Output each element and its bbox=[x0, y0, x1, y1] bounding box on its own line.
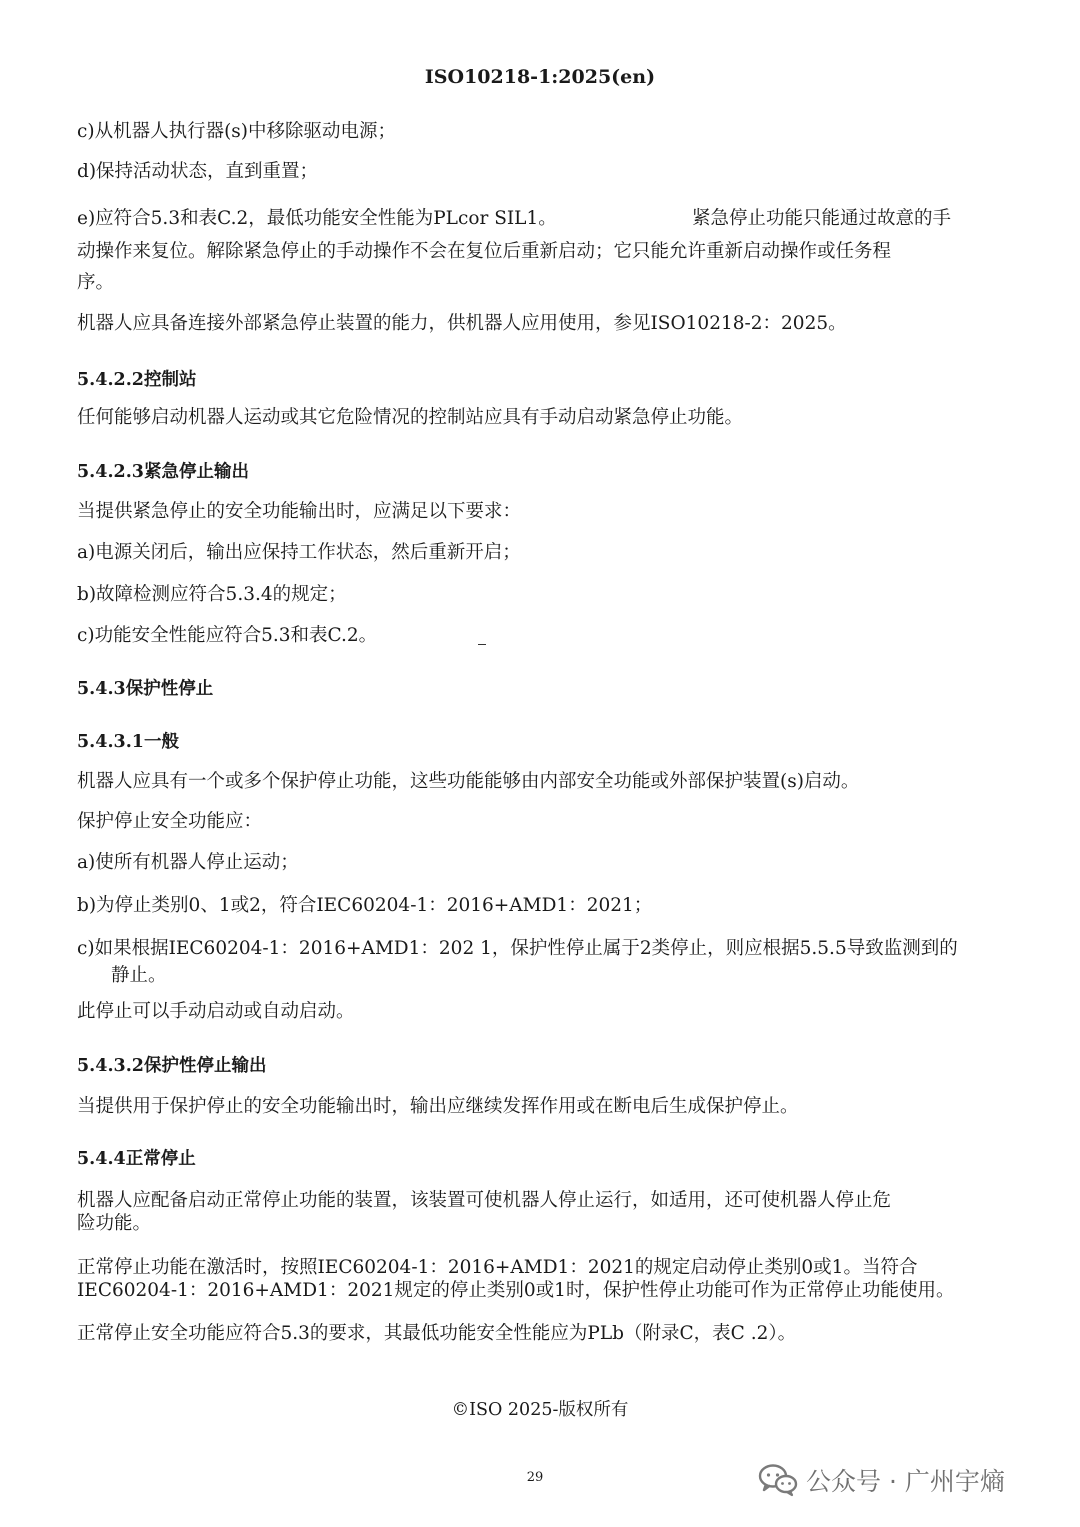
paragraph-line: 正常停止安全功能应符合5.3的要求，其最低功能安全性能应为PLb（附录C，表C .2）。 bbox=[77, 1323, 797, 1344]
section-heading: 5.4.2.2控制站 bbox=[77, 370, 197, 390]
watermark bbox=[758, 1462, 1005, 1498]
paragraph-line: 紧急停止功能只能通过故意的手 bbox=[692, 208, 952, 229]
paragraph-line: 此停止可以手动启动或自动启动。 bbox=[77, 1001, 355, 1022]
paragraph-line: 序。 bbox=[77, 272, 115, 293]
list-item-d: d)保持活动状态，直到重置； bbox=[77, 161, 319, 182]
paragraph-line: 任何能够启动机器人运动或其它危险情况的控制站应具有手动启动紧急停止功能。 bbox=[77, 407, 744, 428]
list-item-b: b)为停止类别0、1或2，符合IEC60204-1：2016+AMD1：2021； bbox=[77, 895, 653, 916]
section-heading: 5.4.3.2保护性停止输出 bbox=[77, 1056, 267, 1076]
copyright-footer: ©ISO 2025-版权所有 bbox=[451, 1400, 629, 1420]
document-title: ISO10218-1:2025(en) bbox=[424, 66, 656, 88]
list-item-a: a)使所有机器人停止运动； bbox=[77, 852, 299, 873]
paragraph-line: 险功能。 bbox=[77, 1213, 152, 1234]
page-number: 29 bbox=[526, 1470, 544, 1485]
paragraph-line: 正常停止功能在激活时，按照IEC60204-1：2016+AMD1：2021的规定启动停止类别0或1。当符合 bbox=[77, 1257, 918, 1278]
paragraph-line: 机器人应配备启动正常停止功能的装置，该装置可使机器人停止运行，如适用，还可使机器人停止危 bbox=[77, 1190, 892, 1211]
section-heading: 5.4.3保护性停止 bbox=[77, 679, 214, 699]
section-heading: 5.4.3.1一般 bbox=[77, 732, 179, 752]
list-item-c: c)功能安全性能应符合5.3和表C.2。 bbox=[77, 625, 378, 646]
paragraph-line: 机器人应具备连接外部紧急停止装置的能力，供机器人应用使用，参见ISO10218-2：2025。 bbox=[77, 313, 847, 334]
paragraph-line: 静止。 bbox=[111, 965, 167, 986]
section-heading: 5.4.4正常停止 bbox=[77, 1149, 196, 1169]
paragraph-line: 当提供用于保护停止的安全功能输出时，输出应继续发挥作用或在断电后生成保护停止。 bbox=[77, 1096, 799, 1117]
paragraph-line: IEC60204-1：2016+AMD1：2021规定的停止类别0或1时，保护性停止功能可作为正常停止功能使用。 bbox=[77, 1280, 955, 1301]
list-item-b: b)故障检测应符合5.3.4的规定； bbox=[77, 584, 347, 605]
list-item-a: a)电源关闭后，输出应保持工作状态，然后重新开启； bbox=[77, 542, 521, 563]
paragraph-line: 保护停止安全功能应： bbox=[77, 811, 263, 832]
paragraph-line: 当提供紧急停止的安全功能输出时，应满足以下要求： bbox=[77, 501, 522, 522]
stray-mark bbox=[478, 644, 486, 645]
section-heading: 5.4.2.3紧急停止输出 bbox=[77, 462, 249, 482]
list-item-e: e)应符合5.3和表C.2，最低功能安全性能为PLcor SIL1。 bbox=[77, 208, 557, 229]
paragraph-line: 动操作来复位。解除紧急停止的手动操作不会在复位后重新启动；它只能允许重新启动操作或任务程 bbox=[77, 241, 892, 262]
list-item-c: c)如果根据IEC60204-1：2016+AMD1：202 1，保护性停止属于2类停止，则应根据5.5.5导致监测到的 bbox=[77, 938, 958, 959]
watermark-text: 公众号 · 广州宇熵 bbox=[806, 1467, 1005, 1496]
wechat-icon bbox=[758, 1463, 798, 1497]
list-item-c: c)从机器人执行器(s)中移除驱动电源； bbox=[77, 121, 397, 142]
paragraph-line: 机器人应具有一个或多个保护停止功能，这些功能能够由内部安全功能或外部保护装置(s)启动。 bbox=[77, 771, 860, 792]
